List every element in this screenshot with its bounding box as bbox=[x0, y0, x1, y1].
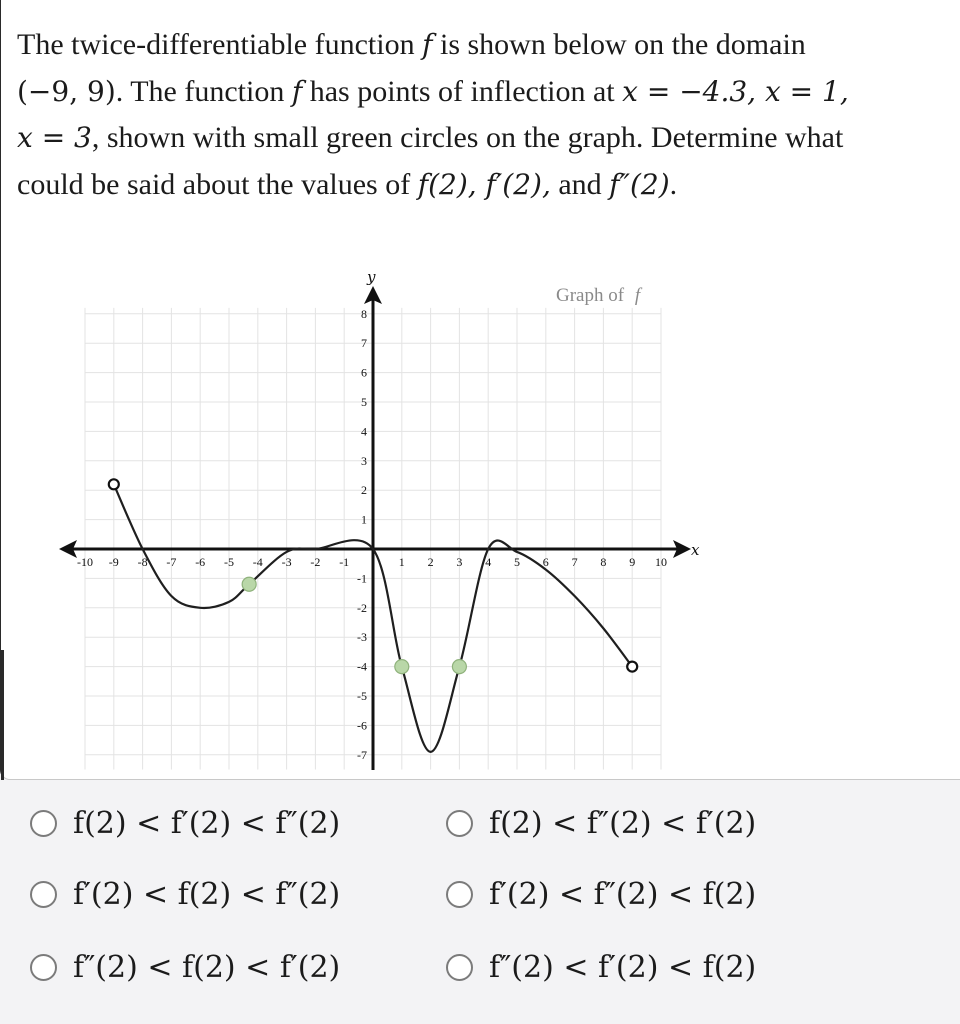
x-axis-label: x bbox=[691, 541, 700, 559]
value-expressions: f″(2) bbox=[609, 167, 670, 201]
open-endpoint bbox=[109, 479, 119, 489]
inflection-point bbox=[452, 660, 466, 674]
value-expressions: f(2), f′(2), bbox=[417, 167, 551, 201]
choice-label: f′(2) < f(2) < f″(2) bbox=[73, 876, 341, 912]
x-tick-label: 2 bbox=[427, 555, 434, 569]
x-tick-label: -4 bbox=[252, 555, 263, 569]
y-tick-label: 3 bbox=[361, 453, 367, 468]
question-segment: is shown below on the domain bbox=[432, 28, 806, 61]
function-symbol: f bbox=[291, 74, 303, 108]
y-tick-label: -1 bbox=[357, 571, 367, 586]
x-tick-label: 9 bbox=[629, 555, 636, 569]
y-tick-label: -5 bbox=[357, 689, 367, 703]
radio-button[interactable] bbox=[30, 810, 57, 837]
radio-button[interactable] bbox=[30, 954, 57, 981]
y-tick-label: 8 bbox=[361, 306, 367, 321]
inflection-values: x = 3 bbox=[17, 121, 92, 154]
y-tick-label: -2 bbox=[357, 600, 367, 615]
x-tick-label: 5 bbox=[514, 555, 520, 569]
question-segment: has points of inflection at bbox=[302, 74, 623, 108]
x-tick-label: 6 bbox=[542, 555, 549, 569]
radio-button[interactable] bbox=[30, 881, 57, 908]
choice-1[interactable] bbox=[30, 800, 340, 846]
y-tick-label: -3 bbox=[357, 630, 367, 645]
function-symbol: f bbox=[422, 28, 433, 61]
graph-title-text: Graph of bbox=[556, 285, 629, 306]
question-segment: The twice-differentiable function bbox=[17, 28, 423, 61]
x-tick-label: 10 bbox=[655, 555, 667, 569]
x-tick-label: -9 bbox=[108, 555, 119, 569]
inflection-values: x = −4.3, x = 1, bbox=[622, 74, 849, 108]
x-tick-label: -10 bbox=[77, 555, 93, 569]
y-tick-label: 6 bbox=[361, 365, 367, 380]
choice-label: f″(2) < f(2) < f′(2) bbox=[73, 949, 341, 985]
y-tick-labels bbox=[357, 307, 367, 762]
question-segment: . bbox=[669, 167, 678, 201]
choice-label: f(2) < f′(2) < f″(2) bbox=[73, 805, 341, 841]
y-tick-label: 1 bbox=[361, 512, 367, 527]
y-tick-label: 2 bbox=[361, 483, 367, 498]
choice-2[interactable] bbox=[446, 800, 756, 846]
question-segment: could be said about the values of bbox=[17, 167, 418, 201]
y-tick-label: -7 bbox=[357, 747, 367, 762]
choice-label: f′(2) < f″(2) < f(2) bbox=[489, 876, 757, 912]
domain-interval: (−9, 9) bbox=[17, 74, 116, 108]
radio-button[interactable] bbox=[446, 881, 473, 908]
open-endpoint bbox=[627, 662, 637, 672]
y-tick-label: -6 bbox=[357, 718, 367, 733]
graph-title-var: f bbox=[634, 285, 641, 306]
inflection-point bbox=[242, 577, 256, 591]
function-graph bbox=[1, 0, 960, 780]
x-tick-label: 1 bbox=[398, 555, 405, 569]
x-tick-label: 3 bbox=[456, 555, 463, 569]
choice-4[interactable] bbox=[446, 871, 756, 917]
x-tick-label: -2 bbox=[310, 555, 321, 569]
x-tick-label: -8 bbox=[137, 555, 148, 569]
x-tick-label: -6 bbox=[195, 555, 206, 569]
choice-3[interactable] bbox=[30, 871, 340, 917]
graph-title bbox=[556, 285, 643, 306]
card-edge bbox=[1, 650, 4, 780]
x-tick-label: -5 bbox=[224, 555, 234, 569]
choice-label: f(2) < f″(2) < f′(2) bbox=[489, 805, 757, 841]
question-segment: , shown with small green circles on the graph. Determine what bbox=[91, 121, 844, 154]
x-tick-label: 4 bbox=[485, 555, 492, 569]
y-tick-label: 4 bbox=[361, 424, 367, 439]
question-segment: and bbox=[550, 167, 610, 201]
x-tick-label: -3 bbox=[281, 555, 292, 569]
x-tick-label: 8 bbox=[600, 555, 607, 569]
choice-5[interactable] bbox=[30, 944, 340, 990]
radio-button[interactable] bbox=[446, 954, 473, 981]
choice-label: f″(2) < f′(2) < f(2) bbox=[489, 949, 757, 985]
x-tick-label: 7 bbox=[571, 555, 578, 569]
x-tick-label: -7 bbox=[166, 555, 177, 569]
question-segment: . The function bbox=[115, 74, 292, 108]
radio-button[interactable] bbox=[446, 810, 473, 837]
choice-6[interactable] bbox=[446, 944, 756, 990]
y-tick-label: 7 bbox=[361, 336, 367, 351]
y-tick-label: 5 bbox=[361, 395, 367, 409]
inflection-point bbox=[395, 660, 409, 674]
y-tick-label: -4 bbox=[357, 659, 367, 674]
y-axis-label: y bbox=[367, 268, 376, 286]
x-tick-label: -1 bbox=[339, 555, 350, 569]
